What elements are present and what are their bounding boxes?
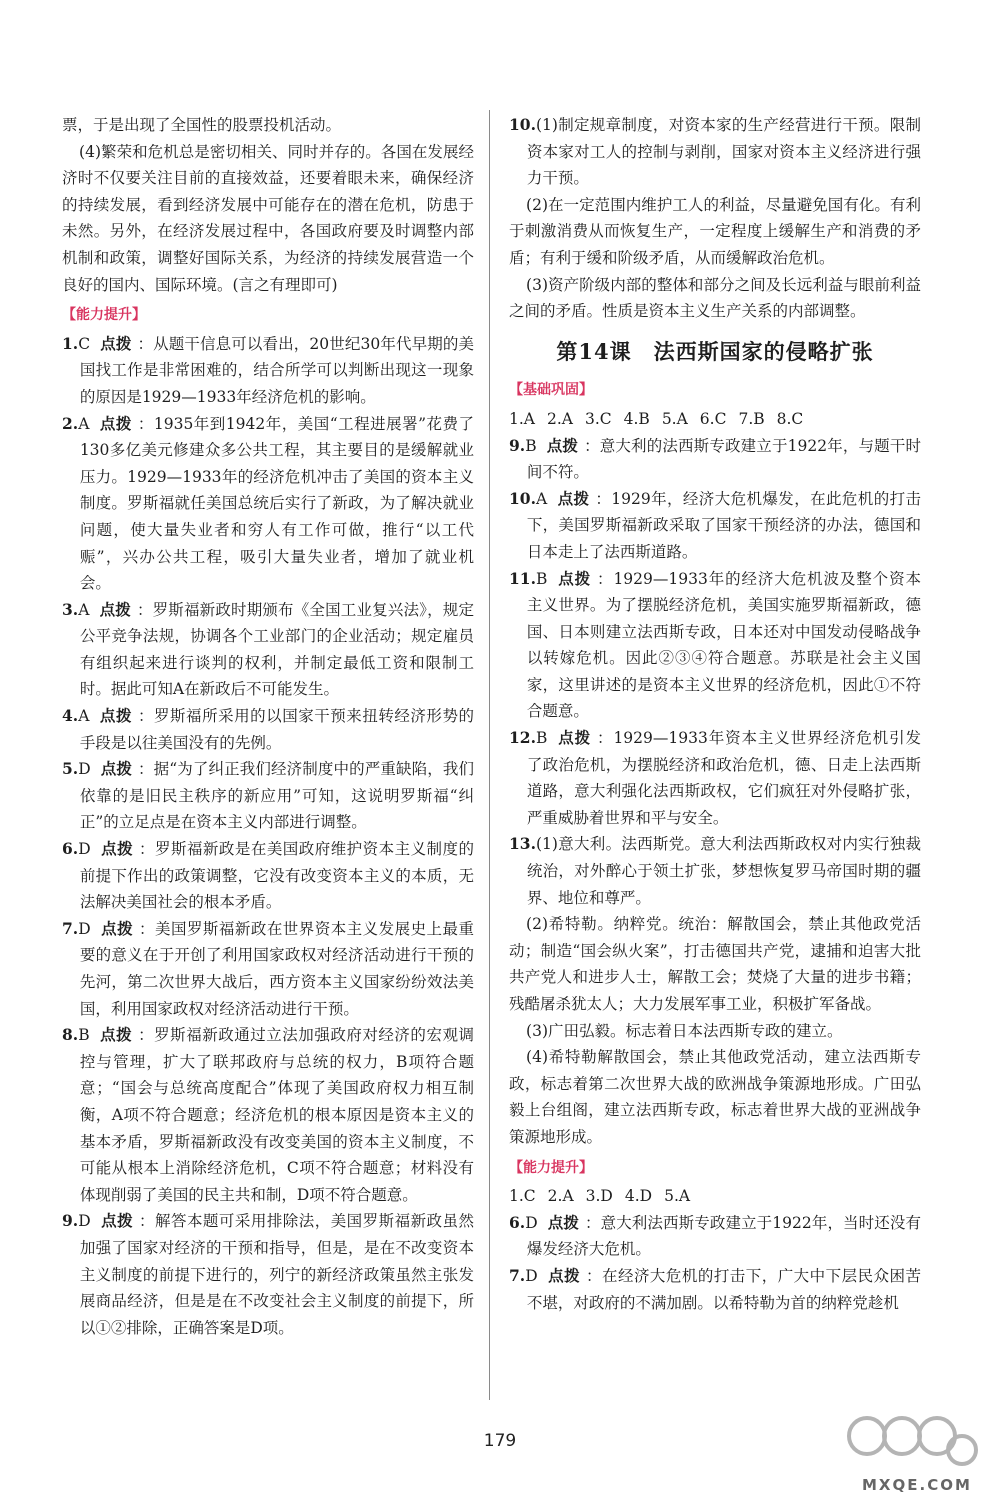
right2-item-0: [509, 1210, 921, 1263]
q13-number: 13.: [509, 834, 536, 854]
answer-letter: B: [78, 1026, 90, 1045]
answer-letter: A: [78, 414, 90, 433]
q10-part-3: (3)资产阶级内部的整体和部分之间及长远利益与眼前利益之间的矛盾。性质是资本主义生产关系的内部调整。: [509, 275, 921, 321]
q10-part-2: (2)在一定范围内维护工人的利益，尽量避免国有化。有利于刺激消费从而恢复生产，一定程度上缓解生产和消费的矛盾；有利于缓和阶级矛盾，从而缓解政治危机。: [509, 195, 921, 267]
section-title-basics: 【基础巩固】: [509, 382, 593, 399]
left-item-1: [62, 411, 474, 597]
hint-text: ：美国罗斯福新政在世界资本主义发展史上最重要的意义在于开创了利用国家政权对经济活动进行干预的先河，第二次世界大战后，西方资本主义国家纷纷效法美国，利用国家政权对经济活动进行干预。: [79, 919, 474, 1018]
answer-letter: B: [535, 569, 548, 588]
hint-label: 点拨: [557, 568, 592, 588]
hint-text: ：解答本题可采用排除法，美国罗斯福新政虽然加强了国家对经济的干预和指导，但是，是在不改变资本主义制度的前提下进行的，列宁的新经济政策虽然主张发展商品经济，但是是在不改变社会主义制度的前提下，所以①②排除，正确答案是D项。: [79, 1212, 474, 1337]
quick-answer: 1.C: [509, 1187, 536, 1206]
quick-answer: 6.C: [699, 409, 727, 428]
quick-answer: 2.A: [547, 1187, 574, 1206]
hint-text: ：1929年，经济大危机爆发，在此危机的打击下，美国罗斯福新政采取了国家干预经济的办法，德国和日本走上了法西斯道路。: [526, 489, 921, 561]
hint-label: 点拨: [557, 728, 592, 748]
question-number: 10.: [509, 488, 536, 508]
q10-item: [509, 112, 921, 192]
q10-number: 10.: [509, 115, 536, 134]
hint-text: ：据“为了纠正我们经济制度中的严重缺陷，我们依靠的是旧民主秩序的新应用”可知，这说明罗斯福“纠正”的立足点是在资本主义内部进行调整。: [79, 760, 474, 832]
left-item-5: [62, 836, 474, 916]
hint-label: 点拨: [99, 1025, 133, 1045]
hint-text: ：意大利法西斯专政建立于1922年，当时还没有爆发经济大危机。: [526, 1213, 921, 1259]
question-number: 8.: [62, 1025, 79, 1045]
q13-part-4: (4)希特勒解散国会，禁止其他政党活动，建立法西斯专政，标志着第二次世界大战的欧洲战争策源地形成。广田弘毅上台组阁，建立法西斯专政，标志着世界大战的亚洲战争策源地形成。: [509, 1048, 921, 1146]
hint-label: 点拨: [100, 333, 132, 353]
question-number: 4.: [62, 706, 79, 726]
hint-text: ：从题干信息可以看出，20世纪30年代早期的美国找工作是非常困难的，结合所学可以判断出现这一现象的原因是1929—1933年经济危机的影响。: [79, 334, 474, 406]
hint-label: 点拨: [100, 839, 134, 859]
question-number: 5.: [62, 759, 79, 779]
answer-letter: D: [78, 840, 91, 859]
answer-letter: A: [535, 489, 548, 508]
quick-answer: 7.B: [738, 409, 765, 428]
hint-text: ：罗斯福新政时期颁布《全国工业复兴法》，规定公平竞争法规，协调各个工业部门的企业活动；规定雇员有组织起来进行谈判的权利，并制定最低工资和限制工时。据此可知A在新政后不可能发生。: [79, 600, 474, 699]
right-item-list: [509, 433, 921, 832]
left-item-2: [62, 597, 474, 703]
right-column: [509, 112, 921, 1316]
hint-label: 点拨: [547, 1212, 579, 1232]
question-number: 6.: [62, 839, 79, 859]
quick-answer: 4.B: [623, 409, 650, 428]
hint-label: 点拨: [99, 599, 131, 619]
hint-label: 点拨: [557, 488, 590, 508]
hint-label: 点拨: [100, 918, 134, 938]
left-item-0: [62, 331, 474, 411]
quick-answer: 3.C: [584, 409, 612, 428]
hint-label: 点拨: [546, 435, 579, 455]
question-number: 12.: [509, 728, 536, 748]
answer-letter: B: [535, 729, 548, 748]
left-item-8: [62, 1208, 474, 1341]
q13-part-3: (3)广田弘毅。标志着日本法西斯专政的建立。: [526, 1021, 843, 1040]
answer-letter: D: [525, 1266, 538, 1285]
q13-item: [509, 831, 921, 911]
left-item-4: [62, 756, 474, 836]
hint-label: 点拨: [547, 1265, 581, 1285]
answer-logo-icon: [842, 1398, 982, 1498]
left-item-6: [62, 916, 474, 1022]
right-item-1: [509, 486, 921, 566]
left-item-3: [62, 703, 474, 756]
section-title-text: 能力提升: [523, 1159, 579, 1176]
right-item-list-2: [509, 1210, 921, 1316]
quick-answer: 1.A: [509, 409, 535, 428]
answers-row-ability: [509, 1183, 921, 1210]
page-number: 179: [483, 1431, 517, 1451]
q13-part-1: (1)意大利。法西斯党。意大利法西斯政权对内实行独裁统治，对外醉心于领土扩张，梦想恢复罗马帝国时期的疆界、地位和尊严。: [526, 835, 921, 907]
hint-text: ：罗斯福所采用的以国家干预来扭转经济形势的手段是以往美国没有的先例。: [79, 707, 474, 752]
quick-answer: 5.A: [664, 1187, 691, 1206]
right-item-2: [509, 566, 921, 726]
lesson-number: 第14课: [556, 338, 632, 364]
left-column: [62, 112, 474, 1341]
quick-answer: 5.A: [661, 409, 688, 428]
question-number: 3.: [62, 599, 79, 619]
answer-letter: C: [78, 334, 91, 353]
question-number: 9.: [509, 435, 526, 455]
question-number: 7.: [62, 918, 79, 938]
hint-text: ：1929—1933年资本主义世界经济危机引发了政治危机，为摆脱经济和政治危机，德、日走上法西斯道路，意大利强化法西斯政权，它们疯狂对外侵略扩张，严重威胁着世界和平与安全。: [526, 729, 921, 827]
answer-letter: A: [78, 600, 90, 619]
question-number: 6.: [509, 1212, 526, 1232]
quick-answer: 3.D: [585, 1187, 613, 1206]
question-number: 7.: [509, 1265, 526, 1285]
right-item-0: [509, 433, 921, 486]
hint-label: 点拨: [100, 1211, 134, 1231]
hint-text: ：在经济大危机的打击下，广大中下层民众困苦不堪，对政府的不满加剧。以希特勒为首的纳粹党趁机: [526, 1266, 921, 1312]
hint-text: ：1935年到1942年，美国“工程进展署”花费了130多亿美元修建众多公共工程，其主要目的是缓解就业压力。1929—1933年的经济危机冲击了美国的资本主义制度。罗斯福就任美国总统后实行了新政，为了解决就业问题，使大量失业者和穷人有工作可做，推行“以工代赈”，兴办公共工程，吸引大量失业者，增加了就业机会。: [79, 414, 474, 593]
right2-item-1: [509, 1263, 921, 1316]
lesson-title: [509, 339, 921, 366]
hint-label: 点拨: [100, 759, 132, 779]
answer-letter: A: [78, 707, 90, 726]
answer-letter: B: [525, 436, 537, 455]
hint-text: ：罗斯福新政是在美国政府维护资本主义制度的前提下作出的政策调整，它没有改变资本主义的本质，无法解决美国社会的根本矛盾。: [79, 840, 474, 912]
question-number: 1.: [62, 333, 79, 353]
right-item-3: [509, 725, 921, 831]
left-item-7: [62, 1022, 474, 1208]
section-title-ability-2: 【能力提升】: [509, 1159, 593, 1176]
q10-part-1: (1)制定规章制度，对资本家的生产经营进行干预。限制资本家对工人的控制与剥削，国家对资本主义经济进行强力干预。: [526, 116, 921, 188]
column-divider: [489, 110, 490, 1400]
hint-text: ：罗斯福新政通过立法加强政府对经济的宏观调控与管理，扩大了联邦政府与总统的权力，B项符合题意；“国会与总统高度配合”体现了美国政府权力相互制衡，A项不符合题意；经济危机的根本原因是资本主义的基本矛盾，罗斯福新政没有改变美国的资本主义制度，不可能从根本上消除经济危机，C项不符合题意；材料没有体现削弱了美国的民主共和制，D项不符合题意。: [79, 1026, 474, 1204]
hint-label: 点拨: [99, 413, 132, 433]
answer-letter: D: [78, 919, 91, 938]
section-title-text: 基础巩固: [523, 382, 579, 399]
hint-label: 点拨: [99, 706, 132, 726]
section-title-ability: 【能力提升】: [62, 307, 146, 324]
quick-answer: 8.C: [776, 409, 804, 428]
left-item-list: [62, 331, 474, 1342]
hint-text: ：意大利的法西斯专政建立于1922年，与题干时间不符。: [526, 436, 921, 482]
question-number: 2.: [62, 413, 79, 433]
answer-letter: D: [78, 1212, 91, 1231]
watermark-text: MXQE.COM: [862, 1476, 972, 1494]
quick-answer: 4.D: [624, 1187, 653, 1206]
lesson-name: 法西斯国家的侵略扩张: [653, 338, 874, 364]
intro-line-2: (4)繁荣和危机总是密切相关、同时并存的。各国在发展经济时不仅要关注目前的直接效益，还要着眼未来，确保经济的持续发展，看到经济发展中可能存在的潜在危机，防患于未然。另外，在经济发展过程中，各国政府要及时调整内部机制和政策，调整好国际关系，为经济的持续发展营造一个良好的国内、国际环境。(言之有理即可): [62, 142, 474, 294]
hint-text: ：1929—1933年的经济大危机波及整个资本主义世界。为了摆脱经济危机，美国实施罗斯福新政，德国、日本则建立法西斯专政，日本还对中国发动侵略战争以转嫁危机。因此②③④符合题意。苏联是社会主义国家，这里讲述的是资本主义世界的经济危机，因此①不符合题意。: [526, 569, 921, 721]
question-number: 9.: [62, 1211, 79, 1231]
section-title-text: 能力提升: [76, 307, 132, 324]
intro-line-1: 票，于是出现了全国性的股票投机活动。: [62, 116, 342, 134]
q13-part-2: (2)希特勒。纳粹党。统治：解散国会，禁止其他政党活动；制造“国会纵火案”，打击德国共产党，逮捕和迫害大批共产党人和进步人士，解散工会；焚烧了大量的进步书籍；残酷屠杀犹太人；大力发展军事工业，积极扩军备战。: [509, 915, 921, 1013]
answers-row-basics: [509, 406, 921, 433]
answer-letter: D: [525, 1213, 538, 1232]
quick-answer: 2.A: [546, 409, 573, 428]
answer-letter: D: [78, 760, 91, 779]
question-number: 11.: [509, 568, 536, 588]
